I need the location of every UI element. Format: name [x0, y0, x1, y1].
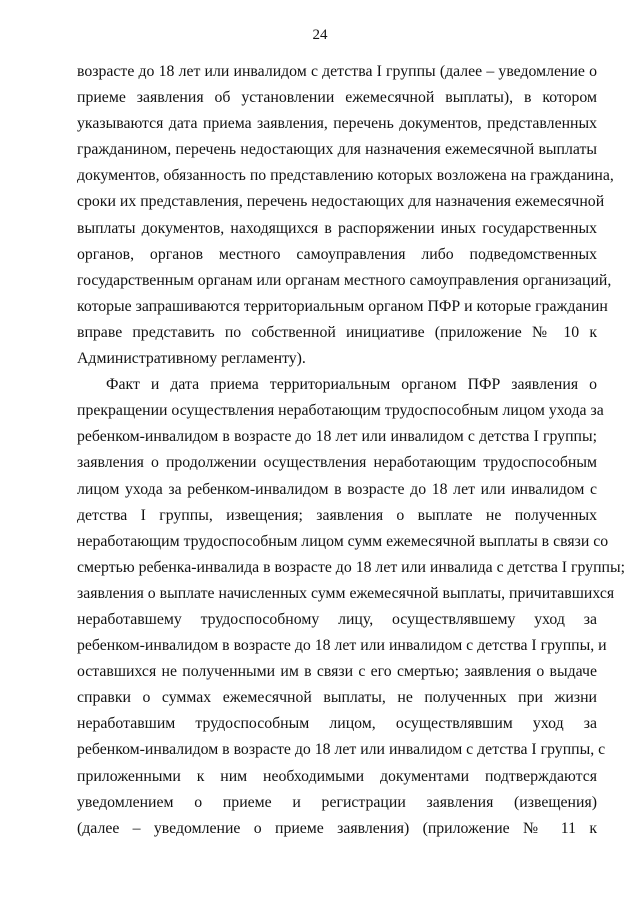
text-line: оставшихся не полученными им в связи с его смертью; заявления о выдаче: [77, 663, 597, 681]
text-line: лицом ухода за ребенком-инвалидом в возрасте до 18 лет или инвалидом с: [77, 480, 597, 498]
text-line: ребенком-инвалидом в возрасте до 18 лет или инвалидом с детства I группы;: [77, 428, 597, 446]
text-line: уведомлением о приеме и регистрации заявления (извещения): [77, 793, 597, 811]
text-line: документов, обязанность по представлению которых возложена на гражданина,: [77, 167, 614, 185]
text-line: государственным органам или органам местного самоуправления организаций,: [77, 271, 612, 289]
text-line: которые запрашиваются территориальным органом ПФР и которые гражданин: [77, 297, 608, 315]
text-line: неработающим трудоспособным лицом сумм ежемесячной выплаты в связи со: [77, 532, 609, 550]
text-line: детства I группы, извещения; заявления о выплате не полученных: [77, 506, 597, 524]
text-line: неработавшему трудоспособному лицу, осуществлявшему уход за: [77, 610, 597, 628]
text-line: приеме заявления об установлении ежемесячной выплаты), в котором: [77, 89, 597, 107]
text-line: указываются дата приема заявления, перечень документов, представленных: [77, 115, 597, 133]
text-line: Административному регламенту).: [77, 350, 306, 368]
text-line: возрасте до 18 лет или инвалидом с детства I группы (далее – уведомление о: [77, 63, 597, 80]
document-body: [77, 59, 625, 842]
text-line: (далее – уведомление о приеме заявления) (приложение № 11 к: [77, 819, 597, 837]
text-line: выплаты документов, находящихся в распоряжении иных государственных: [77, 219, 597, 237]
text-line: заявления о продолжении осуществления неработающим трудоспособным: [77, 454, 597, 472]
text-line: гражданином, перечень недостающих для назначения ежемесячной выплаты: [77, 141, 597, 159]
text-line: приложенными к ним необходимыми документами подтверждаются: [77, 767, 597, 785]
paragraph: [77, 59, 614, 372]
text-line: неработавшим трудоспособным лицом, осуществлявшим уход за: [77, 715, 597, 733]
text-line: органов, органов местного самоуправления либо подведомственных: [77, 245, 597, 263]
paragraph: [77, 372, 625, 842]
text-line: ребенком-инвалидом в возрасте до 18 лет или инвалидом с детства I группы, и: [77, 637, 607, 655]
text-line: сроки их представления, перечень недостающих для назначения ежемесячной: [77, 193, 605, 211]
text-line: справки о суммах ежемесячной выплаты, не полученных при жизни: [77, 689, 597, 707]
text-line: ребенком-инвалидом в возрасте до 18 лет или инвалидом с детства I группы, с: [77, 741, 606, 759]
text-line: заявления о выплате начисленных сумм ежемесячной выплаты, причитавшихся: [77, 584, 615, 602]
text-line: вправе представить по собственной инициативе (приложение № 10 к: [77, 323, 597, 341]
text-line: прекращении осуществления неработающим трудоспособным лицом ухода за: [77, 402, 604, 420]
text-line: смертью ребенка-инвалида в возрасте до 18 лет или инвалида с детства I группы;: [77, 558, 625, 576]
page-number: 24: [312, 27, 328, 43]
text-line: Факт и дата приема территориальным органом ПФР заявления о: [106, 376, 597, 394]
